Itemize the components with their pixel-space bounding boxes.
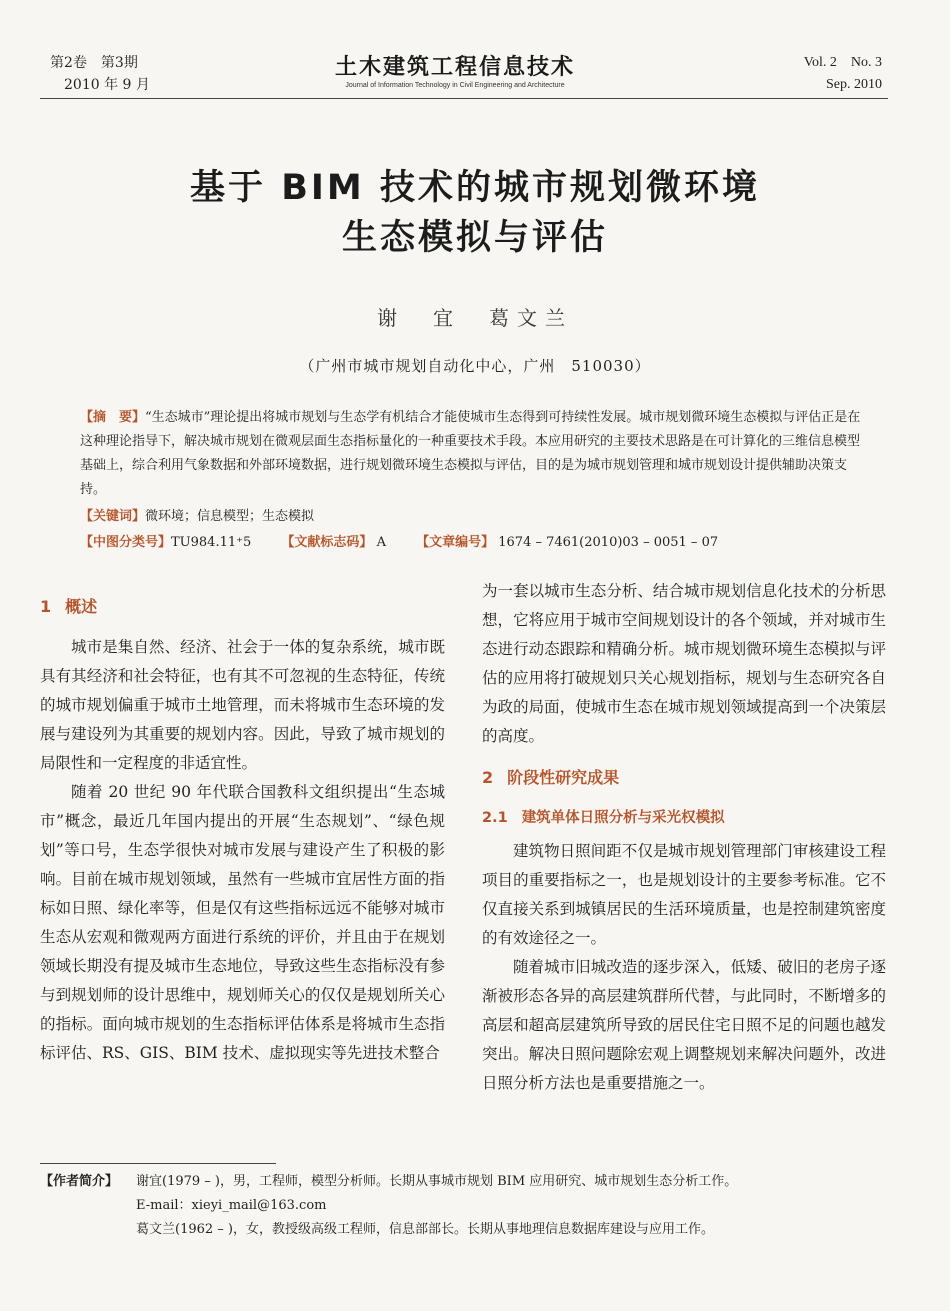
- right-column: [482, 577, 886, 1098]
- header-right: [804, 52, 882, 96]
- author-bio-label: 【作者简介】: [40, 1174, 119, 1189]
- paper-title-line2: 生态模拟与评估: [341, 218, 608, 258]
- article-no-label: 【文章编号】: [416, 535, 495, 550]
- issue-date-en: Sep. 2010: [826, 77, 882, 92]
- section-2-1-paragraph-2: 随着城市旧城改造的逐步深入，低矮、破旧的老房子逐渐被形态各异的高层建筑群所代替，与此同时，不断增多的高层和超高层建筑所导致的居民住宅日照不足的问题也越发突出。解决日照问题除宏观上调整规划来解决问题外，改进日照分析方法也是重要措施之一。: [482, 958, 886, 1092]
- clc-group: [80, 535, 251, 550]
- section-1-title: 概述: [65, 597, 98, 616]
- doc-code-label: 【文献标志码】: [281, 535, 373, 550]
- doc-code-value: A: [376, 535, 386, 550]
- header-left: [50, 52, 150, 96]
- affiliation: （广州市城市规划自动化中心，广州 510030）: [299, 357, 651, 375]
- author-bio-text-1: 谢宜(1979 – )，男，工程师，模型分析师。长期从事城市规划 BIM 应用研究、城市规划生态分析工作。: [136, 1174, 738, 1189]
- volume-issue: 第2卷 第3期: [50, 55, 138, 71]
- abstract-text: “生态城市”理论提出将城市规划与生态学有机结合才能使城市生态得到可持续性发展。城市规划微环境生态模拟与评估正是在这种理论指导下，解决城市规划在微观层面生态指标量化的一种重要技术手段。本应用研究的主要技术思路是在可计算化的三维信息模型基础上，综合利用气象数据和外部环境数据，进行规划微环境生态模拟与评估，目的是为城市规划管理和城市规划设计提供辅助决策支持。: [80, 410, 861, 497]
- journal-title-en: Journal of Information Technology in Civil Engineering and Architecture: [345, 82, 565, 89]
- keywords-label: 【关键词】: [80, 509, 146, 524]
- section-2-title: 阶段性研究成果: [507, 768, 620, 787]
- section-2-number: 2: [482, 768, 494, 787]
- issue-date: 2010 年 9 月: [64, 77, 150, 93]
- doc-code-group: [281, 535, 386, 550]
- abstract-label: 【摘 要】: [80, 410, 146, 425]
- abstract: [80, 406, 870, 502]
- header-divider: [40, 98, 888, 99]
- volume-issue-en: Vol. 2 No. 3: [803, 55, 882, 70]
- authors: 谢 宜 葛文兰: [377, 306, 573, 330]
- classification-line: [80, 531, 880, 550]
- journal-masthead: [290, 50, 620, 89]
- author-bio: [40, 1170, 900, 1242]
- paper-title-line1: 基于 BIM 技术的城市规划微环境: [190, 168, 760, 208]
- section-1-number: 1: [40, 597, 52, 616]
- clc-label: 【中图分类号】: [80, 535, 172, 550]
- section-1-paragraph-1: 城市是集自然、经济、社会于一体的复杂系统，城市既具有其经济和社会特征，也有其不可忽视的生态特征，传统的城市规划偏重于城市土地管理，而未将城市生态环境的发展与建设列为其重要的规划内容。因此，导致了城市规划的局限性和一定程度的非适宜性。: [40, 638, 445, 772]
- article-no-group: [416, 535, 718, 550]
- section-2-1-heading: [482, 804, 886, 833]
- section-2-1-title: 建筑单体日照分析与采光权模拟: [521, 810, 725, 826]
- keywords-text: 微环境；信息模型；生态模拟: [145, 509, 315, 524]
- journal-title-cn: 土木建筑工程信息技术: [334, 55, 575, 80]
- left-column: [40, 592, 445, 1068]
- section-1-paragraph-2-cont: 为一套以城市生态分析、结合城市规划信息化技术的分析思想，它将应用于城市空间规划设计的各个领域，并对城市生态进行动态跟踪和精确分析。城市规划微环境生态模拟与评估的应用将打破规划只关心规划指标，规划与生态研究各自为政的局面，使城市生态在城市规划领域提高到一个决策层的高度。: [482, 582, 886, 745]
- section-2-1-number: 2.1: [482, 810, 508, 826]
- author-bio-text-2: 葛文兰(1962 – )，女，教授级高级工程师，信息部部长。长期从事地理信息数据库建设与应用工作。: [136, 1222, 714, 1237]
- author-email: E-mail：xieyi_mail@163.com: [136, 1198, 327, 1213]
- article-no-value: 1674 – 7461(2010)03 – 0051 – 07: [498, 535, 719, 550]
- section-2-1-paragraph-1: 建筑物日照间距不仅是城市规划管理部门审核建设工程项目的重要指标之一，也是规划设计的主要参考标准。它不仅直接关系到城镇居民的生活环境质量，也是控制建筑密度的有效途径之一。: [482, 842, 886, 947]
- section-1-heading: [40, 592, 445, 621]
- section-2-heading: [482, 763, 886, 792]
- keywords: [80, 505, 870, 529]
- author-bio-line-1: [40, 1170, 900, 1194]
- clc-value: TU984.11⁺5: [171, 535, 252, 550]
- footnote-divider: [40, 1163, 276, 1164]
- section-1-paragraph-2: 随着 20 世纪 90 年代联合国教科文组织提出“生态城市”概念，最近几年国内提出的开展“生态规划”、“绿色规划”等口号，生态学很快对城市发展与建设产生了积极的影响。目前在城市规划领域，虽然有一些城市宜居性方面的指标如日照、绿化率等，但是仅有这些指标远远不能够对城市生态从宏观和微观两方面进行系统的评价，并且由于在规划领域长期没有提及城市生态地位，导致这些生态指标没有参与到规划师的设计思维中，规划师关心的仅仅是规划所关心的指标。面向城市规划的生态指标评估体系是将城市生态指标评估、RS、GIS、BIM 技术、虚拟现实等先进技术整合: [40, 783, 445, 1062]
